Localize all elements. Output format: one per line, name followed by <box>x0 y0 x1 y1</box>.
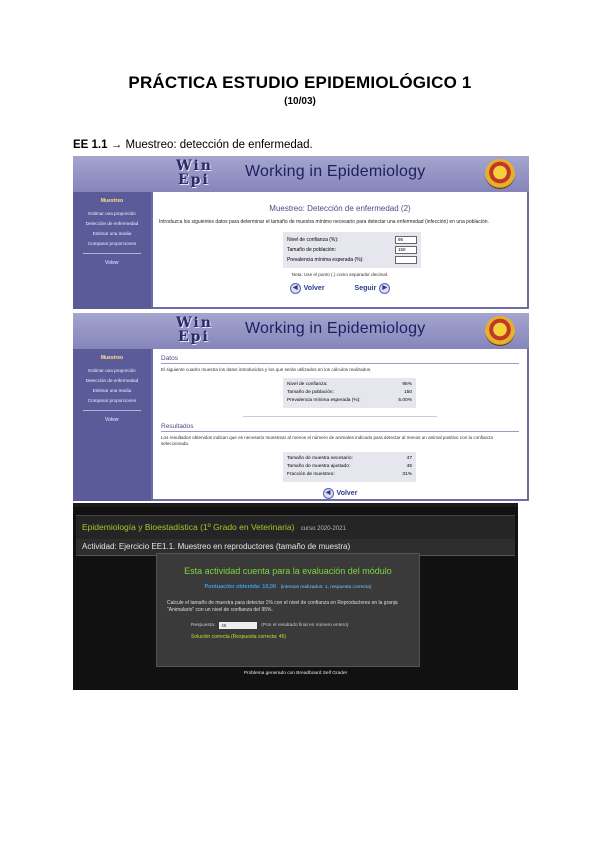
field-label: Prevalencia mínima esperada (%): <box>287 257 364 263</box>
sidebar-divider <box>83 253 141 254</box>
button-row <box>153 283 527 294</box>
sidebar-item-proportion[interactable]: Estimar una proporción <box>88 368 136 373</box>
screen-intro: Introduzca los siguientes datos para determinar el tamaño de muestra mínimo necesario para detectar una enfermedad (infección) en una población. <box>159 219 489 225</box>
prevalence-input[interactable] <box>395 256 417 264</box>
question-text: Calcule el tamaño de muestra para detectar 1% con el nivel de confianza en Reproductores en la granja "Animalario" con un nivel de confianza del 95%. <box>167 600 398 613</box>
results-table <box>283 452 416 482</box>
continue-button-label: Seguir <box>354 285 377 292</box>
course-year: curso 2020-2021 <box>300 526 346 532</box>
back-arrow-icon: ◀ <box>290 283 301 294</box>
confidence-input[interactable]: 95 <box>395 236 417 244</box>
exercise-code: EE 1.1 <box>73 139 108 151</box>
moodle-footer: Problema generado con Breadboard Self Grader <box>243 671 348 676</box>
document-title: PRÁCTICA ESTUDIO EPIDEMIOLÓGICO 1 <box>128 73 472 92</box>
university-seal-icon <box>485 316 515 346</box>
back-arrow-icon: ◀ <box>323 488 334 499</box>
moodle-tabstrip <box>73 503 518 507</box>
population-input[interactable]: 150 <box>395 246 417 254</box>
panel-title: Esta actividad cuenta para la evaluación del módulo <box>184 566 392 576</box>
results-section-title: Resultados <box>161 423 194 430</box>
section-divider <box>243 416 437 417</box>
sidebar-title: Muestreo <box>100 355 124 361</box>
winepi-logo: Win Epi <box>176 158 213 188</box>
winepi-logo: Win Epi <box>176 315 213 345</box>
winepi-brand: Working in Epidemiology <box>245 163 426 180</box>
winepi-sidebar <box>73 349 151 501</box>
sidebar-item-compare[interactable]: Comparar proporciones <box>87 398 137 403</box>
form-row <box>287 245 417 255</box>
moodle-screenshot <box>73 503 518 690</box>
activity-panel <box>156 553 420 667</box>
form-row <box>287 235 417 245</box>
feedback-text: Solución correcta (Respuesta correcta: 46) <box>191 634 287 640</box>
answer-row <box>191 622 419 629</box>
winepi-sidebar <box>73 192 151 309</box>
sidebar-item-mean[interactable]: Estimar una media <box>92 231 132 236</box>
sidebar-back-link[interactable]: Volver <box>105 417 119 423</box>
sidebar-item-detection[interactable]: Detección de enfermedad <box>85 378 139 383</box>
table-row: Tamaño de muestra ajustado: 46 <box>287 464 412 469</box>
back-button-label: Volver <box>336 490 358 497</box>
back-button[interactable] <box>323 488 358 499</box>
input-form <box>283 232 421 268</box>
answer-input[interactable]: 46 <box>219 622 257 629</box>
sidebar-item-detection[interactable]: Detección de enfermedad <box>85 221 139 226</box>
continue-button[interactable] <box>355 283 391 294</box>
screen-heading: Muestreo: Detección de enfermedad (2) <box>269 204 411 213</box>
back-button-label: Volver <box>303 285 325 292</box>
winepi-banner <box>73 313 529 349</box>
university-seal-icon <box>485 159 515 189</box>
exercise-text: Muestreo: detección de enfermedad. <box>125 139 313 151</box>
table-row: Prevalencia mínima esperada (%): 5.00% <box>287 398 412 403</box>
section-rule <box>161 363 519 364</box>
moodle-course-header <box>76 515 515 540</box>
table-row: Nivel de confianza: 95% <box>287 382 412 387</box>
winepi-content <box>153 349 527 499</box>
table-row: Tamaño de población: 150 <box>287 390 412 395</box>
data-section-text: El siguiente cuadro muestra los datos introducidos y los que serán utilizados en los cálculos realizados. <box>161 367 372 372</box>
winepi-brand: Working in Epidemiology <box>245 320 426 337</box>
field-label: Tamaño de población: <box>287 247 336 253</box>
results-section-text: Los resultados obtenidos indican que es necesario muestrear al menos el número de animales indicado para detectar al menos un animal positivo con la confianza seleccionada. <box>161 435 493 446</box>
sidebar-back-link[interactable]: Volver <box>105 260 119 266</box>
form-row <box>287 255 417 265</box>
sidebar-title: Muestreo <box>100 198 124 204</box>
sidebar-item-proportion[interactable]: Estimar una proporción <box>88 211 136 216</box>
field-label: Nivel de confianza (%): <box>287 237 339 243</box>
winepi-screenshot-results <box>73 313 529 501</box>
data-table <box>283 378 416 408</box>
sidebar-divider <box>83 410 141 411</box>
winepi-screenshot-input <box>73 156 529 309</box>
grade-note: (intentos realizados: 1, respuesta correcta) <box>280 585 372 590</box>
arrow-icon: → <box>110 139 123 151</box>
section-rule <box>161 431 519 432</box>
button-row <box>153 488 527 499</box>
decimal-note: Nota: Use el punto (.) como separador decimal. <box>291 272 389 277</box>
activity-title: Actividad: Ejercicio EE1.1. Muestreo en reproductores (tamaño de muestra) <box>82 542 351 551</box>
sidebar-item-mean[interactable]: Estimar una media <box>92 388 132 393</box>
answer-hint: (Pon el resultado final en número entero) <box>261 623 349 628</box>
exercise-heading <box>73 139 313 151</box>
sidebar-item-compare[interactable]: Comparar proporciones <box>87 241 137 246</box>
answer-label: Respuesta: <box>191 623 216 628</box>
data-section-title: Datos <box>161 355 178 362</box>
forward-arrow-icon: ▶ <box>379 283 390 294</box>
document-date: (10/03) <box>284 96 316 107</box>
course-title[interactable]: Epidemiología y Bioestadística (1º Grado en Veterinaria) curso 2020-2021 <box>82 522 346 532</box>
table-row: Fracción de muestreo: 31% <box>287 472 412 477</box>
table-row: Tamaño de muestra necesario: 47 <box>287 456 412 461</box>
winepi-banner <box>73 156 529 192</box>
back-button[interactable] <box>290 283 325 294</box>
winepi-content <box>153 192 527 307</box>
grade-line: Puntuación obtenida: 10,00 (intentos realizados: 1, respuesta correcta) <box>204 584 372 590</box>
